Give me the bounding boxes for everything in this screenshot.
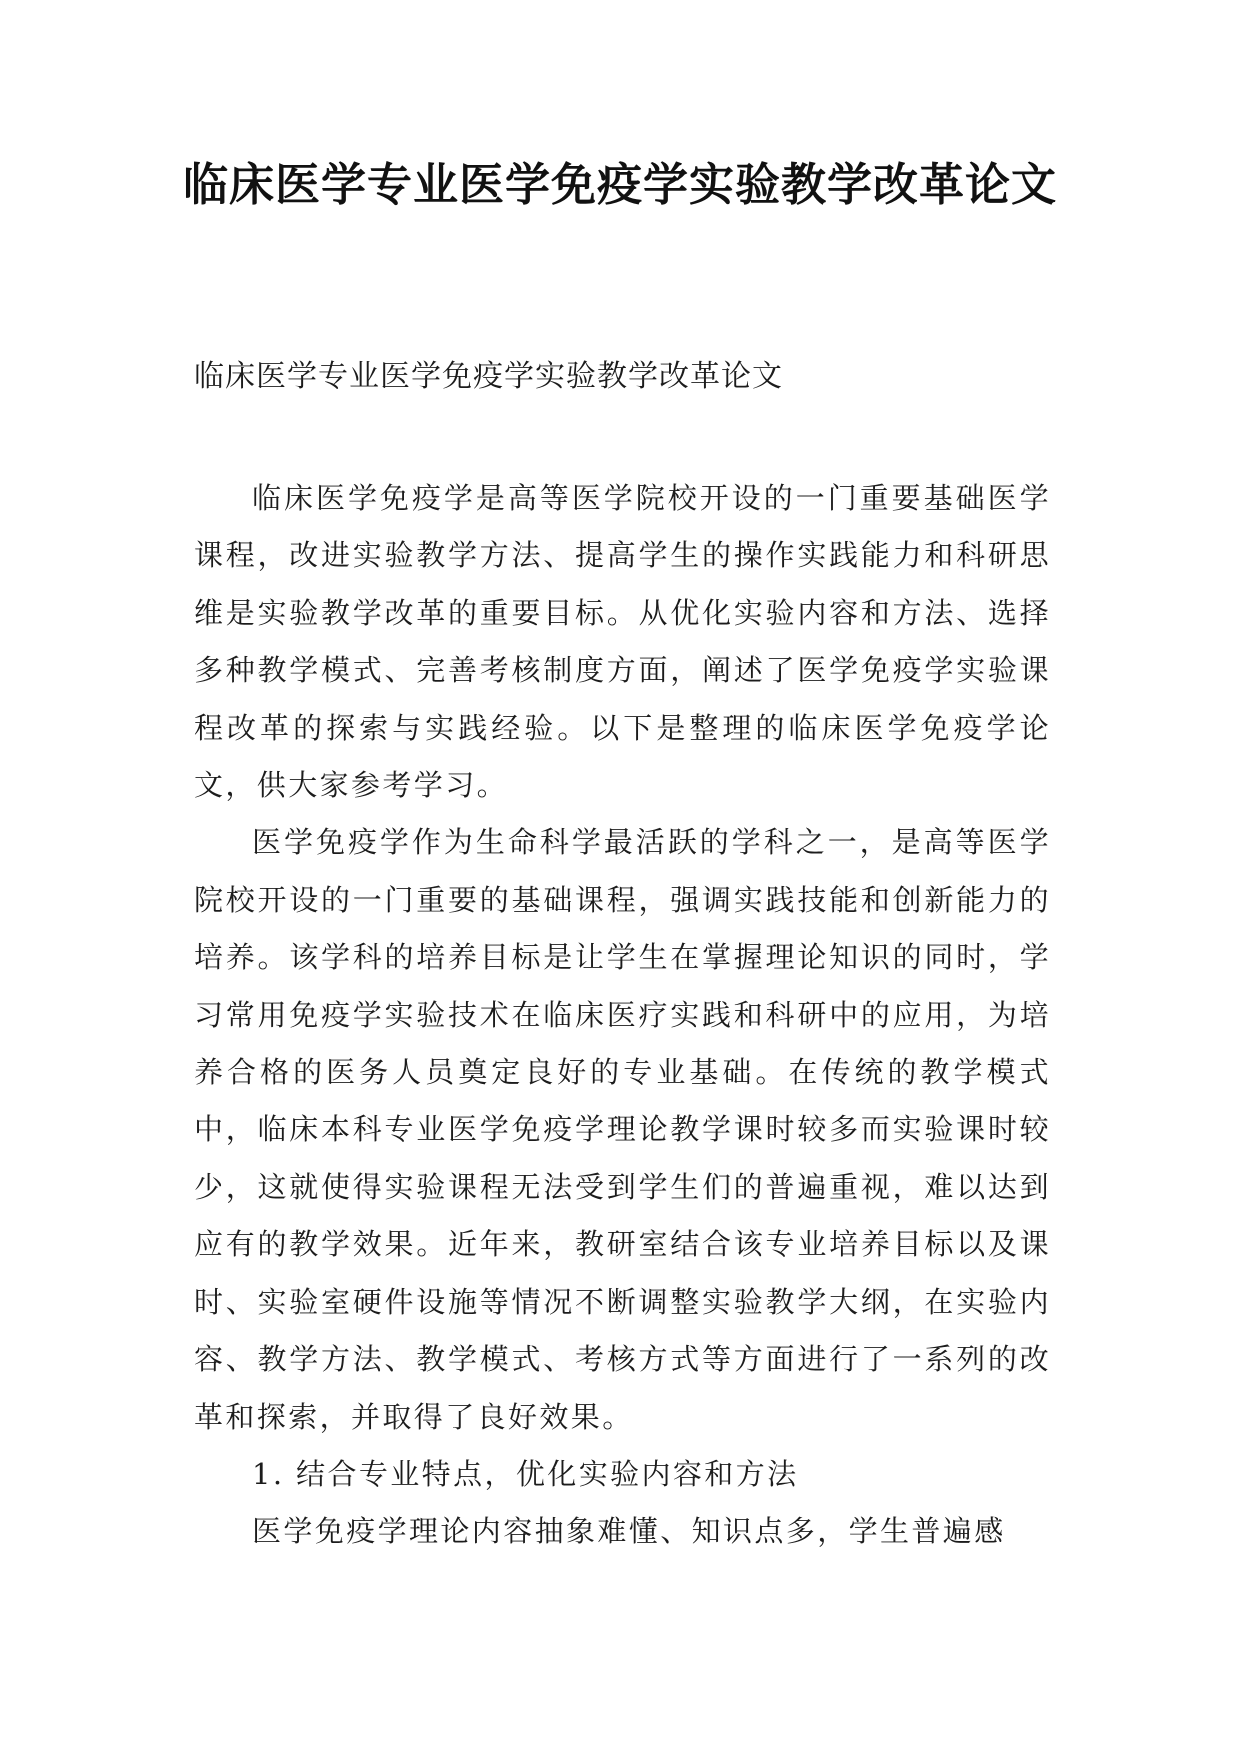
paragraph-introduction: 医学免疫学作为生命科学最活跃的学科之一，是高等医学院校开设的一门重要的基础课程，强调实践技能和创新能力的培养。该学科的培养目标是让学生在掌握理论知识的同时，学习常用免疫学实验技术在临床医疗实践和科研中的应用，为培养合格的医务人员奠定良好的专业基础。在传统的教学模式中，临床本科专业医学免疫学理论教学课时较多而实验课时较少，这就使得实验课程无法受到学生们的普遍重视，难以达到应有的教学效果。近年来，教研室结合该专业培养目标以及课时、实验室硬件设施等情况不断调整实验教学大纲，在实验内容、教学方法、教学模式、考核方式等方面进行了一系列的改革和探索，并取得了良好效果。: [194, 825, 1051, 1434]
paragraph-section-1: 医学免疫学理论内容抽象难懂、知识点多，学生普遍感: [252, 1514, 1006, 1549]
section-heading: 1. 结合专业特点，优化实验内容和方法: [252, 1456, 799, 1491]
document-subtitle: 临床医学专业医学免疫学实验教学改革论文: [194, 359, 783, 394]
document-title: 临床医学专业医学免疫学实验教学改革论文: [182, 158, 1057, 211]
document-body: [194, 470, 1051, 1561]
paragraph-abstract: 临床医学免疫学是高等医学院校开设的一门重要基础医学课程，改进实验教学方法、提高学生的操作实践能力和科研思维是实验教学改革的重要目标。从优化实验内容和方法、选择多种教学模式、完善考核制度方面，阐述了医学免疫学实验课程改革的探索与实践经验。以下是整理的临床医学免疫学论文，供大家参考学习。: [194, 481, 1051, 803]
